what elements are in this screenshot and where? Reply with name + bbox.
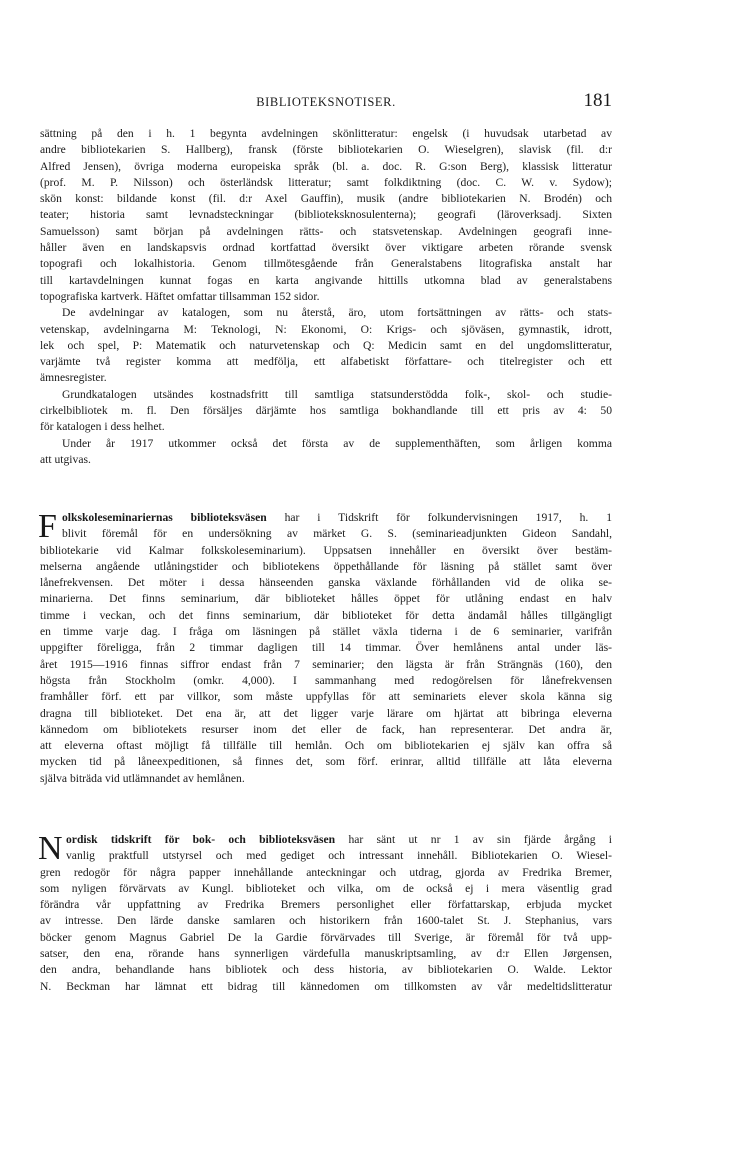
section-nordisk-tidskrift	[40, 832, 612, 995]
section2-line: uppgifter föreligga, från 2 timmar dagligen till 14 timmar. Över hemlånens antal under läs-	[40, 641, 612, 655]
section1-line: för katalogen i dess helhet.	[40, 420, 165, 434]
dropcap-f: F	[38, 508, 57, 545]
section1-line: Under år 1917 utkommer också det första av de supplementhäften, som årligen komma	[62, 436, 612, 450]
section2-line: högsta från Stockholm (omkr. 4,000). I sammanhang med redogörelsen för lånefrekvensen	[40, 673, 612, 687]
section1-line: Samuelsson) samt början på avdelningen rätts- och statsvetenskap. Avdelningen geografi inne-	[40, 224, 612, 238]
section1-line: teater; historia samt levnadsteckningar (biblioteksknosulenterna); geografi (läroverksadj. Sixten	[40, 208, 612, 222]
section3-line: satser, den ena, rörande hans synnerligen värdefulla manuskriptsamling, av d:r Ellen Jørgensen,	[40, 947, 612, 961]
section1-line: Grundkatalogen utsändes kostnadsfritt till samtliga statsunderstödda folk-, skol- och studie-	[62, 387, 612, 401]
section1-line: ämnesregister.	[40, 371, 107, 385]
section-folkskoleseminarier	[40, 510, 612, 787]
section2-line: dragna till biblioteket. Det ena är, att det ligger varje lärare om hjärtat att bibringa eleverna	[40, 706, 612, 720]
section3-line: N. Beckman har lämnat ett bidrag till kännedomen om tillkomsten av vår medeltidslitteratur	[40, 979, 612, 993]
section2-line: bibliotekarie vid Kalmar folkskoleseminarium). Uppsatsen innehåller en översikt över bestäm-	[40, 543, 612, 557]
page-header	[40, 92, 612, 112]
section1-line: Alfred Jensen), övriga moderna europeiska språk (bl. a. doc. R. G:son Berg), klassisk litteratur	[40, 159, 612, 173]
section1-line: De avdelningar av katalogen, som nu återstå, äro, utom fortsättningen av rätts- och stats-	[62, 306, 612, 320]
section2-line: kännedom om bibliotekets resurser inom det eller de fack, han representerar. Det andra är,	[40, 722, 612, 736]
section1-line: skön konst: bildande konst (fil. d:r Axel Gauffin), musik (andre bibliotekarien N. Brodén) och	[40, 192, 612, 206]
section3-first-line	[40, 832, 612, 848]
section2-first-line	[40, 510, 612, 526]
section1-line: topografiska kartverk. Häftet omfattar tillsamman 152 sidor.	[40, 289, 320, 303]
section1-line: sättning på den i h. 1 begynta avdelningen skönlitteratur: engelsk (i huvudsak utarbetad av	[40, 127, 612, 140]
section1-line: topografi och lokalhistoria. Genom tillmötesgående från Generalstabens litografiska anstalt har	[40, 257, 612, 271]
section1-line: vetenskap, avdelningarna M: Teknologi, N: Ekonomi, O: Krigs- och sjöväsen, gymnastik, idrott,	[40, 322, 612, 336]
section1-line: håller även en landskapsvis ordnad kortfattad översikt över viktigare arbeten rörande svensk	[40, 241, 612, 255]
section3-line: vanlig praktfull utstyrsel och med gediget och intressant innehåll. Bibliotekarien O. Wiesel-	[66, 849, 612, 863]
section2-line: melserna angående utlåningstider och bibliotekens öppethållande för läsning på stället samt över	[40, 559, 612, 573]
page-number: 181	[583, 90, 612, 111]
section2-line: lånefrekvensen. Det möter i dessa hänseenden ganska växlande förhållanden vid de olika se-	[40, 576, 612, 590]
section2-line: blivit föremål för en undersökning av märket G. S. (seminarieadjunkten Gideon Sandahl,	[62, 527, 612, 541]
section2-title: olkskoleseminariernas biblioteksväsen	[62, 511, 267, 524]
section2-first-line-rest: har i Tidskrift för folkundervisningen 1917, h. 1	[284, 511, 612, 524]
section3-line: förändra vår uppfattning av Fredrika Bremers personlighet eller författarskap, erbjuda mycket	[40, 898, 612, 912]
section1-line: (prof. M. P. Nilsson) och österländsk litteratur; samt folkdiktning (doc. C. W. v. Sydow);	[40, 175, 612, 189]
section1-line: till kartavdelningen kunnat fogas en karta angivande hittills utkomna blad av generalstabens	[40, 273, 612, 287]
section2-line: att eleverna oftast möjligt få tillfälle till hemlån. Och om bibliotekarien ej själv kan offra så	[40, 739, 612, 753]
section3-line: gren redogör för några papper innehållande anteckningar och utdrag, gjorda av Fredrika Bremer,	[40, 865, 612, 879]
section3-line: den andra, behandlande hans bibliotek och dess historia, av bibliotekarien O. Walde. Lektor	[40, 963, 612, 977]
section1-line: varjämte två register komma att medfölja, ett alfabetiskt författare- och titelregister och ett	[40, 355, 612, 369]
section2-line: mycken tid på låneexpeditionen, så finnes det, som förf. erinrar, alltid tillfälle att låta eleverna	[40, 755, 612, 769]
section2-line: året 1915—1916 finnas siffror endast från 7 seminarier; den lägsta är från Strängnäs (160), den	[40, 657, 612, 671]
section3-line: böcker genom Magnus Gabriel De la Gardie förvärvades till Sverige, är föremål för två upp-	[40, 930, 612, 944]
section2-line: framhåller förf. ett par villkor, som måste uppfyllas för att seminariets elever skola känna sig	[40, 690, 612, 704]
section1-line: att utgivas.	[40, 452, 91, 466]
running-title: BIBLIOTEKSNOTISER.	[256, 95, 396, 109]
section2-line: själva biträda vid utlämnandet av hemlånen.	[40, 771, 245, 785]
section1-line: andre bibliotekarien S. Hallberg), fransk (förste bibliotekarien O. Wieselgren), slavisk (fil. d:r	[40, 143, 612, 157]
section2-line: en timme varje dag. I fråga om läsningen på stället växla tiderna i de 6 seminarier, varifrån	[40, 625, 612, 639]
section3-line: som nyligen förvärvats av Kungl. biblioteket och vilka, om de också ej i mera väsentlig grad	[40, 881, 612, 895]
section2-line: timme i veckan, och det finns seminarium, där biblioteket för detta ändamål hålles tillgängligt	[40, 608, 612, 622]
section3-first-line-rest: har sänt ut nr 1 av sin fjärde årgång i	[348, 833, 612, 846]
section-catalogue-continuation	[40, 126, 612, 468]
section1-line: cirkelbibliotek m. fl. Den försäljes därjämte hos samtliga bokhandlande till ett pris av 4: 50	[40, 404, 612, 418]
section1-line: lek och spel, P: Matematik och naturvetenskap och Q: Medicin samt en del ungdomslitteratur,	[40, 338, 612, 352]
section3-title: ordisk tidskrift för bok- och biblioteksväsen	[66, 833, 336, 846]
section2-line: minarierna. Det finns seminarium, där biblioteket hålles öppet för utlåning endast en halv	[40, 592, 612, 606]
dropcap-n: N	[38, 830, 63, 867]
section3-line: av intresse. Den lärde danske samlaren och historikern från 1600-talet St. J. Stephanius, vars	[40, 914, 612, 928]
